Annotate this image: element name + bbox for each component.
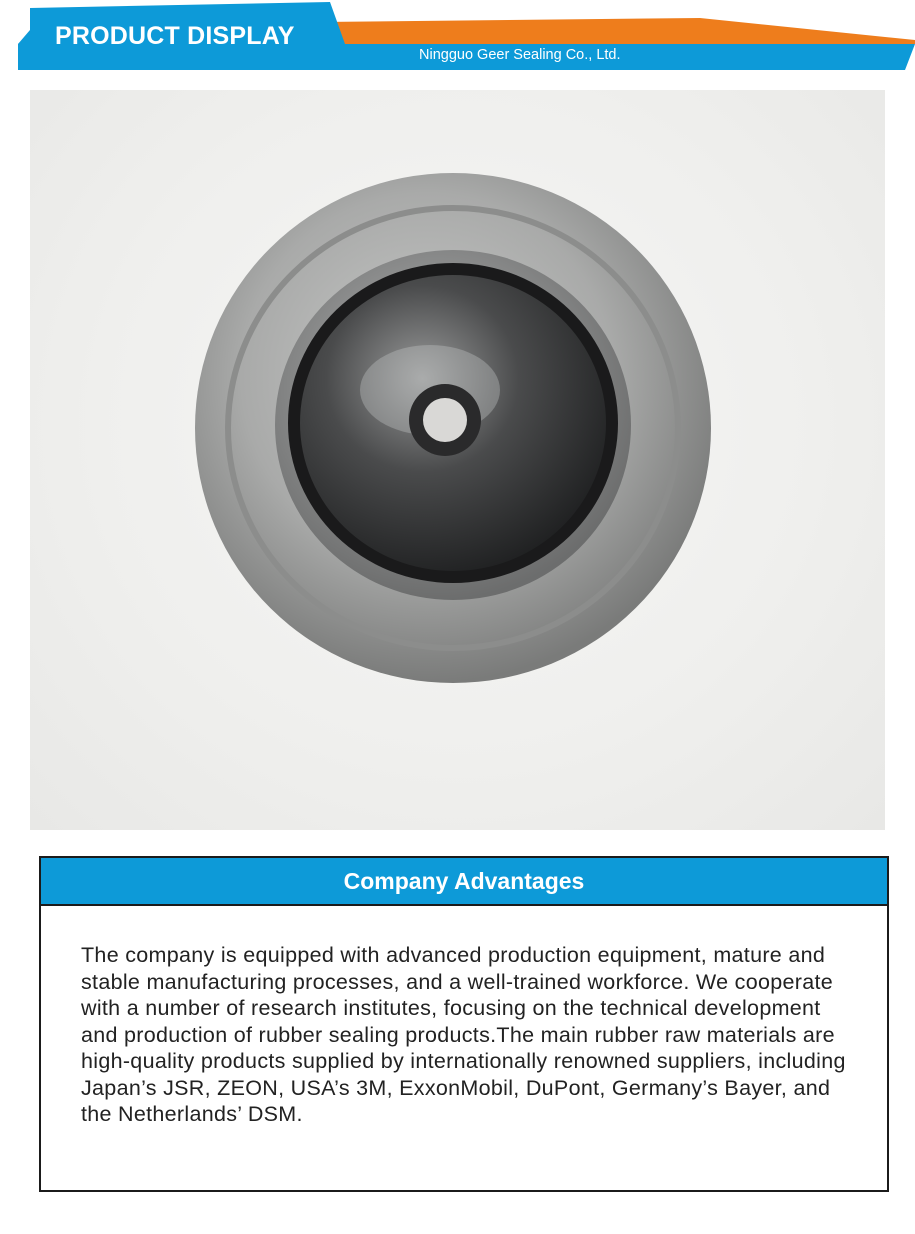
company-advantages-panel — [39, 856, 889, 1192]
advantages-title: Company Advantages — [343, 867, 585, 894]
advantages-header — [41, 858, 887, 906]
header-banner — [0, 0, 915, 80]
advantages-text: The company is equipped with advanced production equipment, mature and stable manufacturing processes, and a well-trained workforce. We cooperate with a number of research institutes, focusing on the technical development and production of rubber sealing products.The main rubber raw materials are high-quality products supplied by internationally renowned suppliers, including Japan’s JSR, ZEON, USA’s 3M, ExxonMobil, DuPont, Germany’s Bayer, and the Netherlands’ DSM. — [81, 943, 846, 1126]
page-title: PRODUCT DISPLAY — [55, 22, 295, 50]
company-name: Ningguo Geer Sealing Co., Ltd. — [419, 47, 621, 63]
product-photo — [30, 90, 885, 830]
metal-seal-cap-photo-icon — [30, 90, 885, 830]
